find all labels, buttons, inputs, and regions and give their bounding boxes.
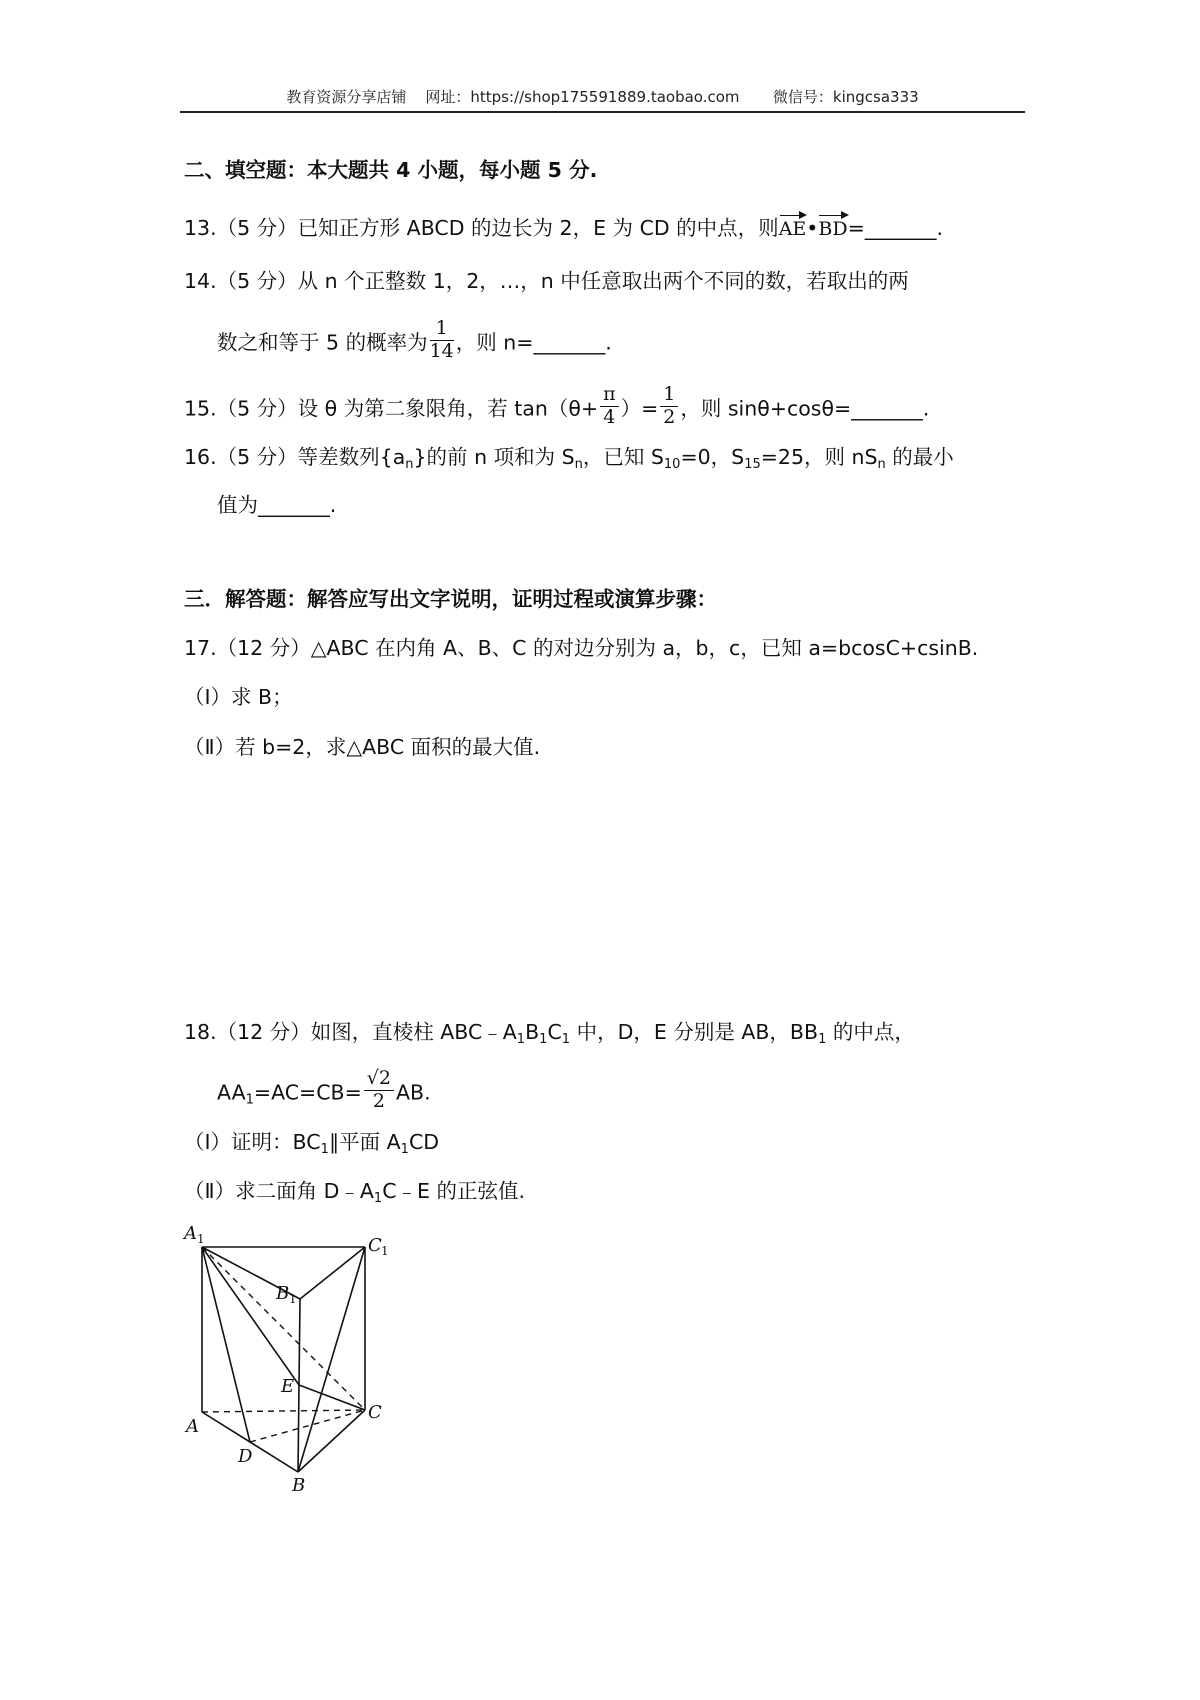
label-a: A — [186, 1416, 199, 1437]
question-18-part1 — [184, 1132, 439, 1156]
fraction-denominator: 2 — [663, 405, 676, 428]
q16-text-b: }的前 n 项和为 S — [413, 445, 575, 469]
subscript: 1 — [516, 1032, 526, 1047]
q18-text: C﹣E 的正弦值. — [382, 1179, 526, 1203]
q18-text: AB. — [396, 1080, 431, 1105]
question-17-line1: 17.（12 分）△ABC 在内角 A、B、C 的对边分别为 a，b，c，已知 a=bcosC+csinB. — [184, 636, 979, 660]
label-c1: C — [368, 1235, 382, 1256]
label-b: B — [292, 1475, 306, 1495]
question-13 — [184, 218, 943, 239]
segment-ec — [299, 1385, 365, 1410]
q13-answer-blank: =_______. — [847, 216, 944, 240]
edge-b1c1 — [300, 1247, 365, 1299]
question-16-line1 — [184, 447, 954, 471]
label-c1-sub: 1 — [381, 1244, 389, 1258]
prism-figure — [180, 1215, 410, 1495]
fraction-sqrt2-2 — [364, 1069, 394, 1112]
vector-ae: AE — [778, 218, 807, 240]
subscript: 1 — [400, 1142, 409, 1157]
q18-text: （Ⅰ）证明：BC — [184, 1130, 321, 1154]
q16-text-a: 16.（5 分）等差数列{a — [184, 445, 406, 469]
q18-text: CD — [408, 1130, 440, 1154]
q18-text: （Ⅱ）求二面角 D﹣A — [184, 1179, 374, 1203]
q15-mid: ）= — [620, 396, 659, 421]
question-16-line2: 值为_______. — [217, 493, 337, 517]
q18-text: AA — [217, 1080, 246, 1105]
label-e: E — [281, 1376, 295, 1397]
segment-bc1 — [298, 1247, 365, 1472]
fraction-1-14 — [430, 319, 454, 362]
q18-text: 18.（12 分）如图，直棱柱 ABC﹣A — [184, 1020, 517, 1044]
fraction-denominator: 2 — [372, 1089, 385, 1112]
subscript: 1 — [561, 1032, 571, 1047]
q14-answer-blank: ，则 n=_______. — [455, 330, 612, 355]
label-a1-sub: 1 — [197, 1232, 205, 1246]
subscript: n — [405, 457, 414, 472]
edge-ac-hidden — [202, 1410, 365, 1412]
section2-title: 二、填空题：本大题共 4 小题，每小题 5 分. — [184, 158, 598, 182]
label-c: C — [368, 1402, 382, 1423]
header-rule — [180, 111, 1025, 113]
section3-title: 三．解答题：解答应写出文字说明，证明过程或演算步骤： — [184, 587, 717, 611]
label-b1-sub: 1 — [289, 1292, 297, 1306]
fraction-denominator: 4 — [603, 405, 616, 428]
question-14-line1: 14.（5 分）从 n 个正整数 1，2，…，n 中任意取出两个不同的数，若取出的两 — [184, 269, 909, 293]
segment-a1e — [202, 1247, 299, 1385]
subscript: n — [877, 457, 886, 472]
q15-answer-blank: ，则 sinθ+cosθ=_______. — [680, 396, 930, 421]
vector-bd: BD — [818, 218, 848, 240]
segment-a1d — [202, 1247, 250, 1442]
q16-text-e: =25，则 nS — [760, 445, 878, 469]
question-18-line2 — [217, 1067, 431, 1115]
dot-operator: • — [806, 216, 819, 240]
q13-text: 13.（5 分）已知正方形 ABCD 的边长为 2，E 为 CD 的中点，则 — [184, 216, 779, 240]
q18-text: 中，D，E 分别是 AB，BB — [570, 1020, 819, 1044]
q16-text-c: ，已知 S — [582, 445, 664, 469]
subscript: n — [574, 457, 583, 472]
q18-text: ∥平面 A — [328, 1130, 401, 1154]
q18-text: =AC=CB= — [253, 1080, 362, 1105]
subscript: 1 — [320, 1142, 329, 1157]
fraction-denominator: 14 — [429, 339, 454, 362]
subscript: 1 — [539, 1032, 548, 1047]
q18-text: 的中点， — [826, 1020, 915, 1044]
q15-text: 15.（5 分）设 θ 为第二象限角，若 tan（θ+ — [184, 396, 599, 421]
fraction-numerator: 1 — [660, 385, 678, 407]
q14-text-a: 数之和等于 5 的概率为 — [217, 330, 428, 355]
q18-text: B — [525, 1020, 540, 1044]
q16-text-f: 的最小 — [885, 445, 954, 469]
fraction-pi-4 — [600, 385, 619, 428]
question-17-part1: （Ⅰ）求 B； — [184, 685, 293, 709]
subscript: 15 — [744, 457, 761, 472]
question-18-line1 — [184, 1022, 915, 1046]
subscript: 1 — [245, 1092, 254, 1108]
question-17-part2: （Ⅱ）若 b=2，求△ABC 面积的最大值. — [184, 735, 541, 759]
question-14-line2 — [217, 317, 612, 365]
label-a1: A — [184, 1223, 197, 1244]
subscript: 10 — [663, 457, 681, 472]
fraction-1-2 — [660, 385, 678, 428]
subscript: 1 — [373, 1191, 383, 1206]
q16-text-d: =0，S — [680, 445, 745, 469]
question-18-part2 — [184, 1181, 525, 1205]
label-d: D — [238, 1446, 253, 1467]
fraction-numerator: √2 — [364, 1069, 394, 1091]
fraction-numerator: π — [600, 385, 619, 407]
fraction-numerator: 1 — [430, 319, 454, 341]
q18-text: C — [547, 1020, 562, 1044]
prism-edges — [202, 1247, 365, 1472]
question-15 — [184, 383, 930, 431]
label-b1: B — [276, 1283, 290, 1304]
page-header: 教育资源分享店铺 网址：https://shop175591889.taobao.com 微信号：kingcsa333 — [286, 88, 919, 106]
subscript: 1 — [818, 1032, 827, 1047]
